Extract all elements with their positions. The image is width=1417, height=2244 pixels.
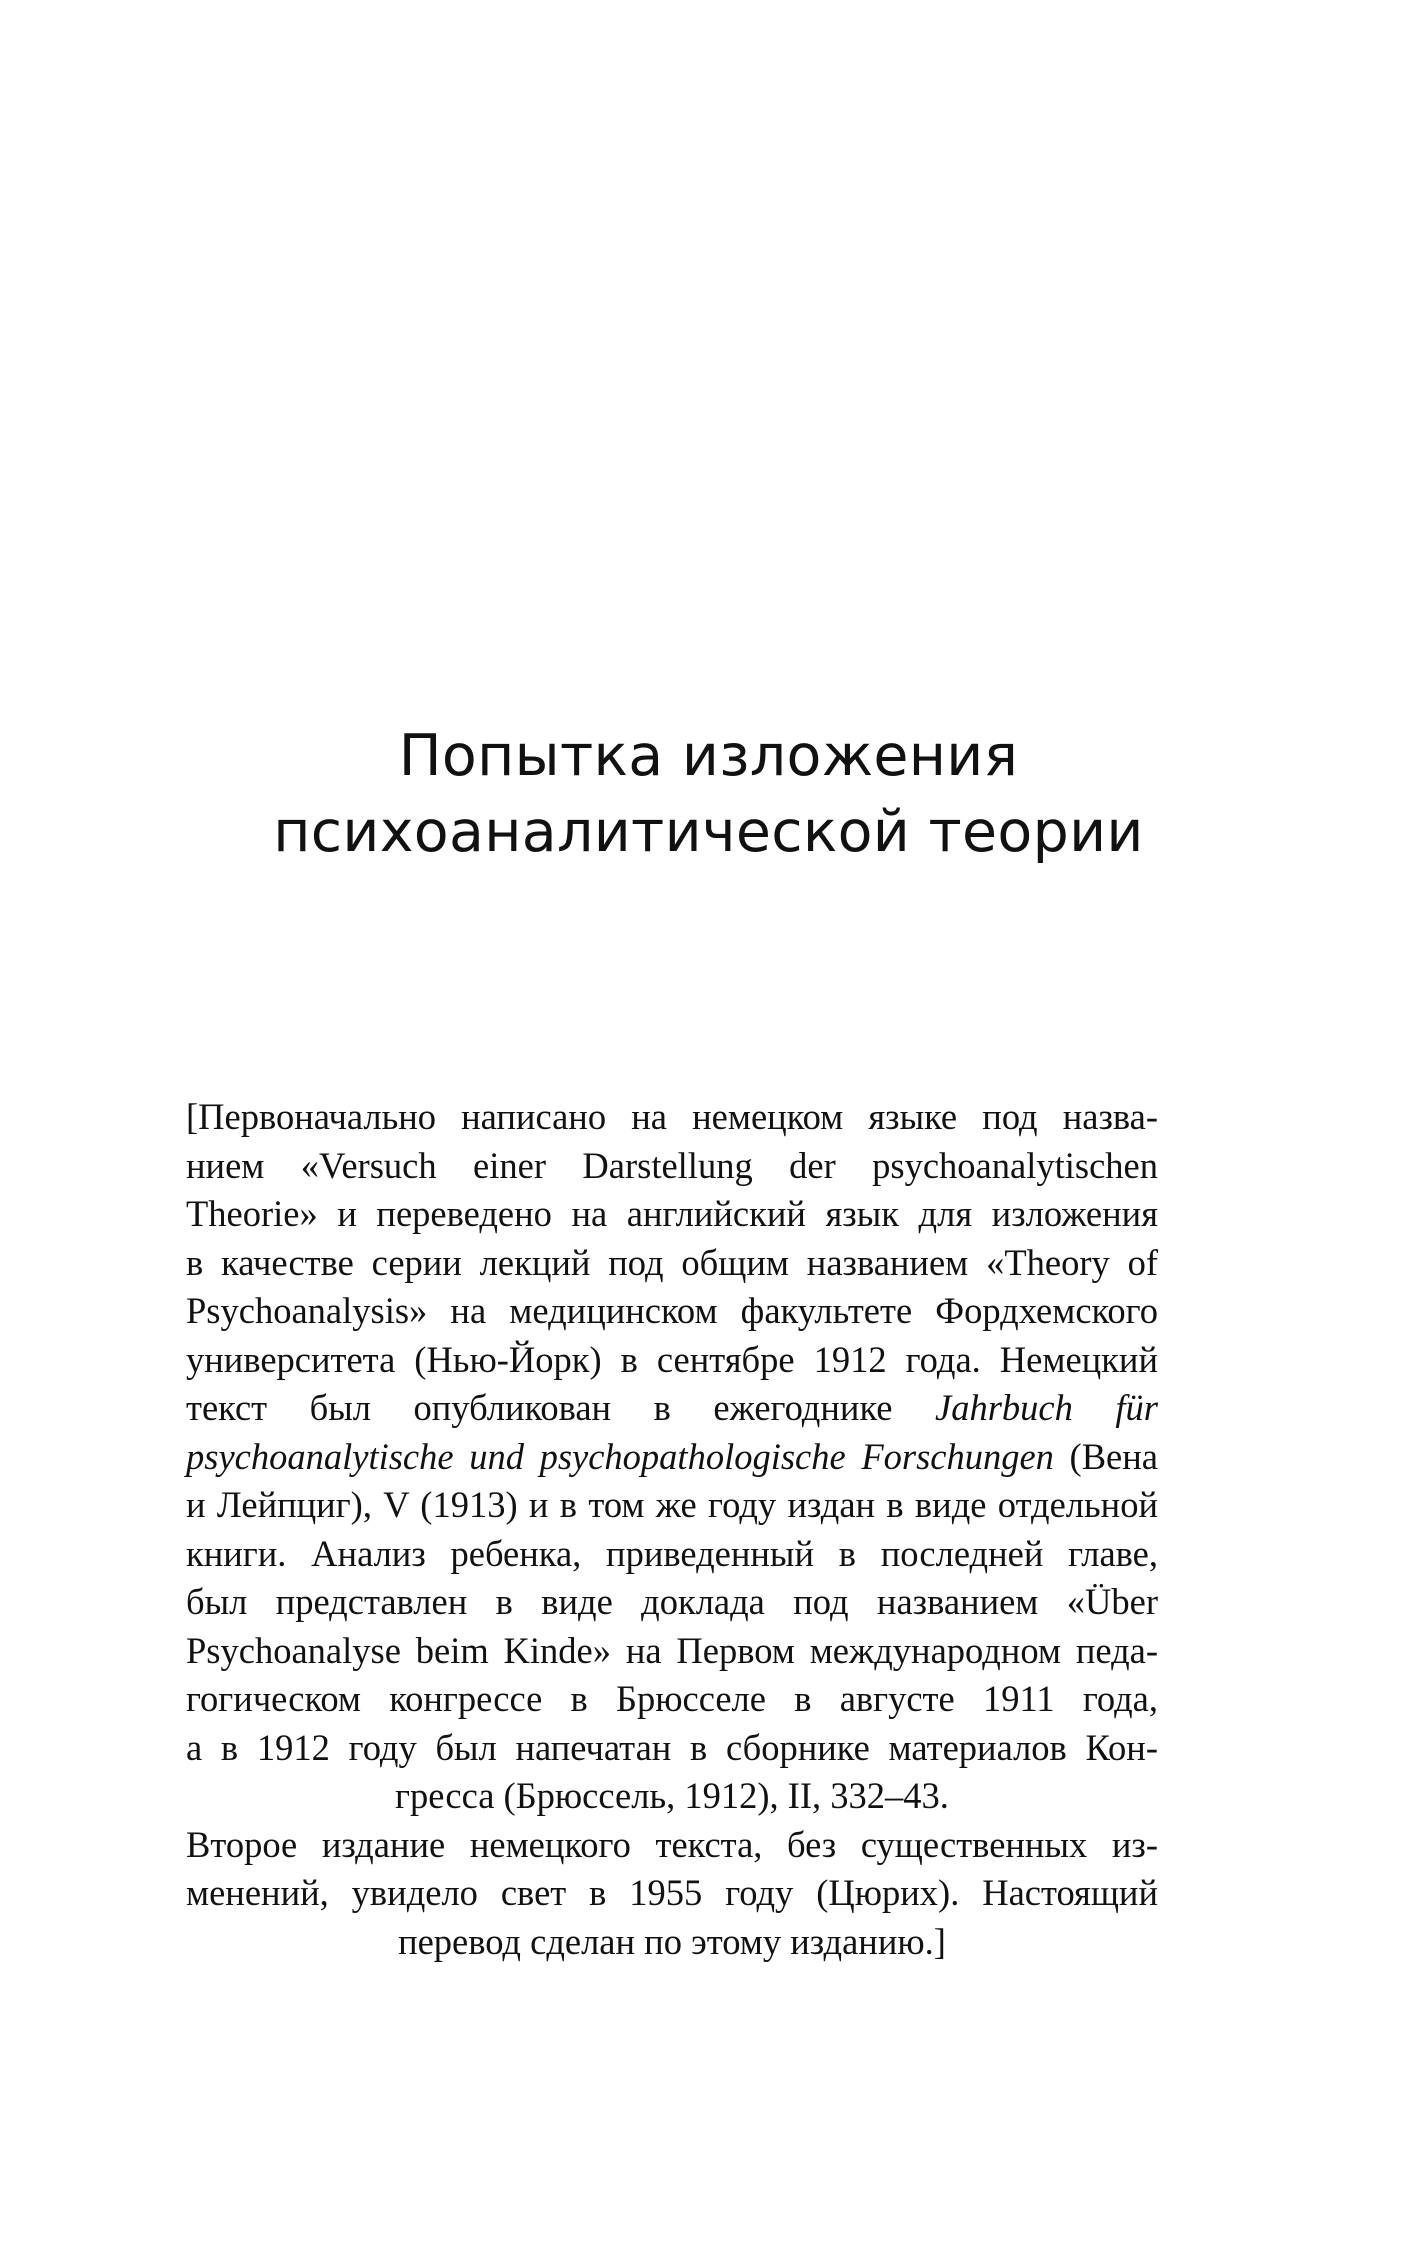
editorial-note (186, 1093, 1158, 1966)
note-line: гресса (Брюссель, 1912), II, 332–43. (395, 1775, 949, 1816)
title-line-1: Попытка изложения (398, 723, 1019, 789)
note-line: Psychoanalysis» на медицинском факультете Фордхемского (186, 1290, 1158, 1331)
note-text: (Вена (1053, 1435, 1158, 1477)
note-line: гогическом конгрессе в Брюсселе в августе 1911 года, (186, 1678, 1158, 1719)
note-line: [Первоначально написано на немецком языке под назва- (186, 1096, 1158, 1137)
note-line: нием «Versuch einer Darstellung der psychoanalytischen (186, 1144, 1158, 1186)
note-line: книги. Анализ ребенка, приведенный в последней главе, (186, 1532, 1158, 1574)
journal-title-part: Jahrbuch für (935, 1387, 1159, 1428)
note-line (186, 1384, 1158, 1433)
note-line: был представлен в виде доклада под названием «Über (186, 1581, 1158, 1622)
note-line: а в 1912 году был напечатан в сборнике материалов Кон- (186, 1726, 1158, 1768)
note-line: в качестве серии лекций под общим названием «Theory of (186, 1241, 1158, 1283)
note-line: и Лейпциг), V (1913) и в том же году издан в виде отдельной (186, 1484, 1158, 1525)
note-text: текст был опубликован в ежегоднике (186, 1387, 893, 1428)
note-line: менений, увидело свет в 1955 году (Цюрих). Настоящий (186, 1872, 1158, 1913)
title-line-2: психоаналитической теории (273, 799, 1144, 865)
note-line (186, 1433, 1158, 1482)
note-line: Второе издание немецкого текста, без существенных из- (186, 1823, 1158, 1865)
note-line: университета (Нью-Йорк) в сентябре 1912 года. Немецкий (186, 1338, 1158, 1380)
note-line: перевод сделан по этому изданию.] (398, 1920, 946, 1962)
journal-title-part: psychoanalytische und psychopathologische Forschungen (186, 1435, 1054, 1477)
note-line: Psychoanalyse beim Kinde» на Первом международном педа- (186, 1629, 1158, 1671)
note-line: Theorie» и переведено на английский язык для изложения (186, 1193, 1158, 1234)
page-title (0, 718, 1417, 870)
